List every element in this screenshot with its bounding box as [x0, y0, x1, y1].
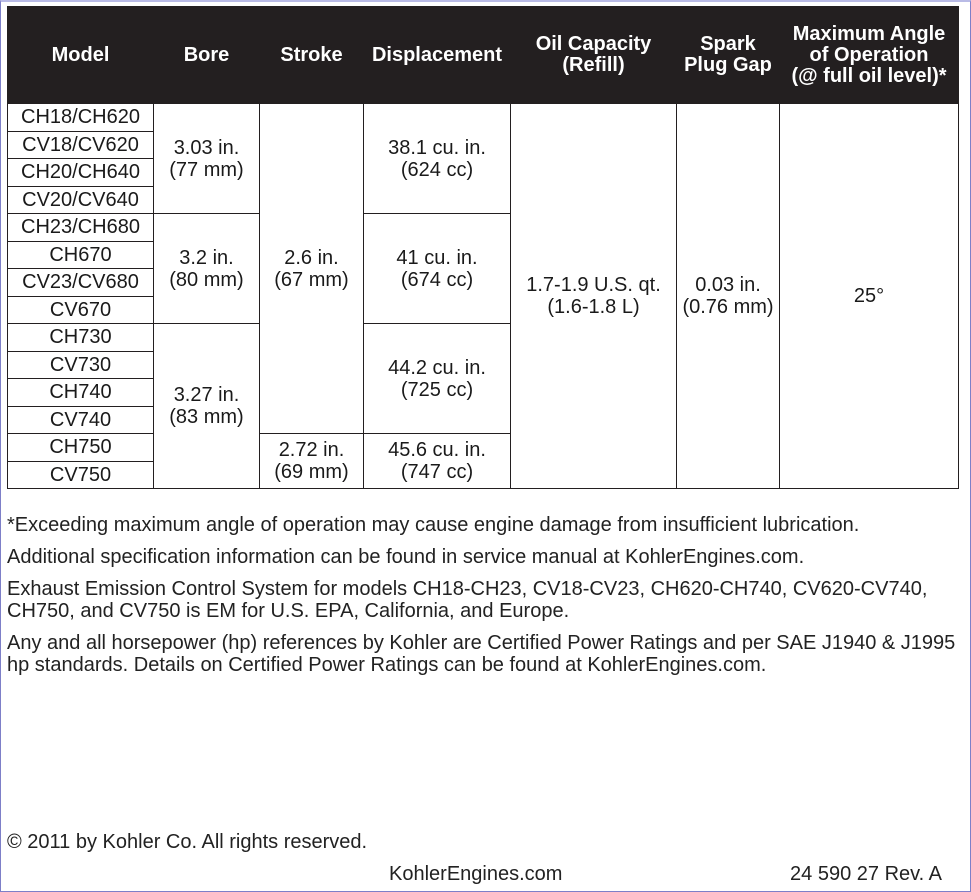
model-cell: CV23/CV680 — [8, 269, 154, 297]
stroke-cell: 2.72 in. (69 mm) — [260, 434, 364, 489]
model-cell: CV730 — [8, 351, 154, 379]
footnote-horsepower: Any and all horsepower (hp) references by Kohler are Certified Power Ratings and per SAE J1940 & J1995 hp standards. Details on Certified Power Ratings can be found at KohlerEngines.com. — [7, 632, 956, 676]
copyright: © 2011 by Kohler Co. All rights reserved. — [7, 831, 368, 853]
footnote-service-manual: Additional specification information can be found in service manual at KohlerEngines.com. — [7, 546, 805, 568]
footnotes — [7, 514, 957, 686]
footnote-emission: Exhaust Emission Control System for models CH18-CH23, CV18-CV23, CH620-CH740, CV620-CV740, CH750, and CV750 is EM for U.S. EPA, California, and Europe. — [7, 578, 928, 622]
model-cell: CV740 — [8, 406, 154, 434]
model-cell: CV18/CV620 — [8, 131, 154, 159]
bore-cell: 3.03 in. (77 mm) — [154, 104, 260, 214]
model-cell: CV670 — [8, 296, 154, 324]
footer-doc-code: 24 590 27 Rev. A — [790, 863, 942, 885]
model-cell: CH730 — [8, 324, 154, 352]
footnote-max-angle: *Exceeding maximum angle of operation may cause engine damage from insufficient lubrication. — [7, 514, 860, 536]
model-cell: CH740 — [8, 379, 154, 407]
footer-site: KohlerEngines.com — [389, 863, 563, 885]
stroke-cell: 2.6 in. (67 mm) — [260, 104, 364, 434]
engine-spec-table — [7, 6, 959, 489]
model-cell: CH23/CH680 — [8, 214, 154, 242]
model-cell: CV20/CV640 — [8, 186, 154, 214]
model-cell: CH750 — [8, 434, 154, 462]
bore-cell: 3.2 in. (80 mm) — [154, 214, 260, 324]
displacement-cell: 44.2 cu. in. (725 cc) — [364, 324, 511, 434]
displacement-cell: 41 cu. in. (674 cc) — [364, 214, 511, 324]
header-spark-plug-gap: Spark Plug Gap — [677, 7, 780, 104]
model-cell: CH670 — [8, 241, 154, 269]
model-cell: CH20/CH640 — [8, 159, 154, 187]
displacement-cell: 45.6 cu. in. (747 cc) — [364, 434, 511, 489]
max-angle-cell: 25° — [780, 104, 959, 489]
bore-cell: 3.27 in. (83 mm) — [154, 324, 260, 489]
header-displacement: Displacement — [364, 7, 511, 104]
model-cell: CH18/CH620 — [8, 104, 154, 132]
header-stroke: Stroke — [260, 7, 364, 104]
header-max-angle: Maximum Angle of Operation (@ full oil level)* — [780, 7, 959, 104]
displacement-cell: 38.1 cu. in. (624 cc) — [364, 104, 511, 214]
header-model: Model — [8, 7, 154, 104]
header-oil-capacity: Oil Capacity (Refill) — [511, 7, 677, 104]
spark-plug-gap-cell: 0.03 in. (0.76 mm) — [677, 104, 780, 489]
header-bore: Bore — [154, 7, 260, 104]
header-row — [8, 7, 959, 104]
table-row — [8, 104, 959, 132]
model-cell: CV750 — [8, 461, 154, 489]
oil-capacity-cell: 1.7-1.9 U.S. qt. (1.6-1.8 L) — [511, 104, 677, 489]
